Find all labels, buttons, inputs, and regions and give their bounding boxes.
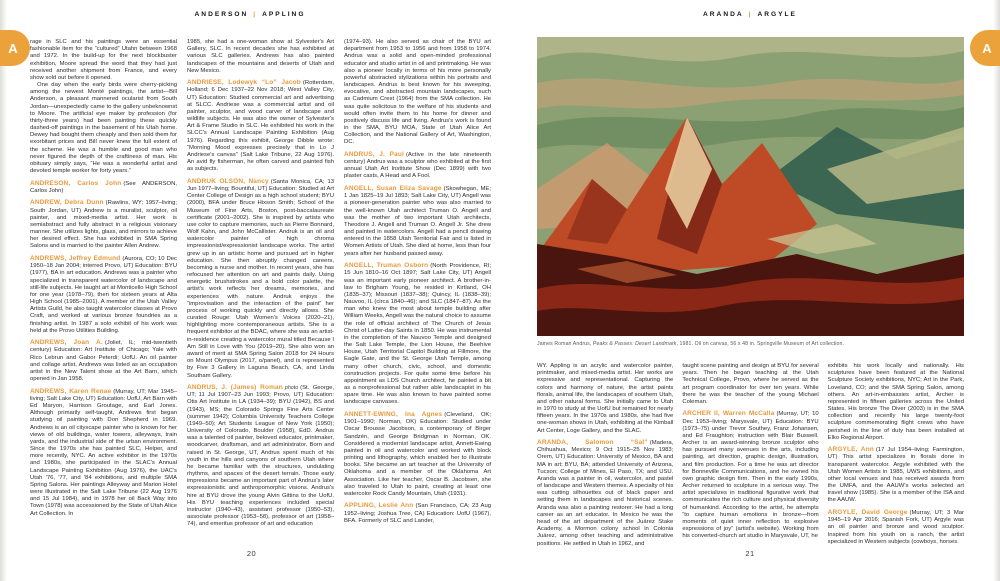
entry-text: (Murray, UT; 3 Mar 1945–19 Apr 2016; Spanish Fork, UT) Argyle was an oil painter and bronze and wood sculptor. Inspired from his youth on a ranch, the artist specialized in Western subjects (cowboys, horses. (827, 510, 964, 545)
artist-entry (344, 502, 491, 525)
entry-name: ARGYLE, Ann (827, 446, 874, 454)
text-column (537, 363, 673, 576)
paragraph-text: rage in SLC and his paintings were an essential fashionable item for the “cultured” Utahn between 1968 and 1972. In the build-up for the next blockbuster exhibition, Moore spread the word that they had just received another shipment from France, and every show sold out before it opened. (30, 39, 177, 81)
painting-caption (537, 341, 964, 347)
entry-name: ANDREWS, Karen Renae (30, 387, 112, 395)
text-column (344, 39, 491, 563)
entry-text: (Aurora, CO; 10 Dec 1950–18 Jan 2004; interred Provo, UT) Education: BYU (1977), BA in art education. Andrews was a painter who specialized in transparent watercolor of landscape and still-life subjects. He taught art at Monticello High School for one year (1978–79), then for sixteen years at Alta High School (1985–2001). A member of the Utah Valley Artists Guild, he also taught watercolor classes at Provo Craft, and worked at various bronze foundries as a finishing artist. In 1987 a solo exhibit of his work was held at the Provo Utilities Building. (30, 255, 177, 334)
entry-name: ANGELL, Susan Eliza Savage (344, 185, 442, 193)
entry-text: (Cleveland, OK; 1901–1990; Norman, OK) Education: Studied under Oscar Brousse Jacobson, a contemporary of Birger Sandzén, and George Bridgman in Norman, OK. Considered a modernist landscape artist, Annett-Ewing painted in oil and watercolor and worked with block printing and lithography, which enabled her to illustrate books. She became an art teacher at the University of Oklahoma and a member of the Oklahoma Art Association. Like her teacher, Oscar B. Jacobsen, she also traveled to Utah to paint, creating at least one watercolor Rock Candy Mountain, Utah (1931). (344, 411, 491, 497)
artist-entry (344, 151, 491, 181)
entry-text: (St. George, UT; 11 Jul 1907–23 Jun 1993; Provo, UT) Education: Otis Art Institute in LA (1934–39); BYU (1942), BS and (1943), MS; the Colorado Springs Fine Arts Center (summer 1942); Columbia University Teachers College (1949–50); Art Students League of New York (1950); University of Colorado, Boulder (1958), EdD. Andrus was a talented oil painter, beloved educator, printmaker, woodcarver, draftsman, and art administrator. Born and raised in St. George, UT, Andrus spent much of his youth in the hills and canyons of southern Utah where he became familiar with the structures, undulating rhythms, and spaces of the desert terrain. Those early impressions became an important part of Andrus's later expressionistic and anthropomorphic visions. Andrus's hire at BYU drove the young Alvin Gittins to the UofU. His BYU teaching experiences included special instructor (1940–43), assistant professor (1950–53), associate professor (1953–58), professor of art (1958–74), and emeritus professor of art and education (187, 385, 334, 528)
abstract-mountain-painting (537, 37, 964, 336)
artist-entry (30, 339, 177, 383)
caption-details: , 1981. Oil on canvas, 56 x 48 in. Springville Museum of Art collection. (676, 341, 844, 347)
artist-entry (344, 411, 491, 498)
entry-text: (Murray, UT; 10 Dec 1953–living; Marysvale, UT) Education: BYU (1973–75) under Trevor Southey, Franz Johansen, and Ed Fraughton; instruction with Blair Buswell. Archer is an award-winning bronze sculptor who has pursued many avenues in the arts, including painting, art direction, graphic design, illustration, and film production. For a time he was art director for Bonneville Communications, and he owned his own graphic design firm. Then in the early 1990s, Archer returned to sculpture in a serious way. The artist specializes in traditional figurative work that communicates the rich culture and physical diversity of humankind. According to the artist, he attempts “to capture human emotions in bronze—from moments of quiet inner reflection to explosive expressions of joy” (artist's website). Working from his converted-church art studio in Marysvale, UT, he (682, 411, 819, 540)
entry-text: (North Providence, RI; 15 Jun 1810–16 Oct 1897; Salt Lake City, UT) Angell was an important early pioneer architect. A brother-in-law to Brigham Young, he resided in Kirtland, OH (1835–37); Missouri (1837–38); Quincy, IL (1838–39); Nauvoo, IL (circa 1840–46); and SLC (1847–87). As the man who knew the most about temple building after William Weeks, Angell was the natural choice to assume the role of official architect of The Church of Jesus Christ of Latter-day Saints in 1850. He was instrumental in the completion of the Nauvoo Temple and designed the Salt Lake Temple, the Lion House, the Beehive House, Utah Territorial Capitol Building at Fillmore, the Eagle Gate, and the St. George Utah Temple, among many other church, civic, school, and domestic construction projects. For quite some time before his appointment as LDS Church architect, he painted a bit as a nonprofessional but rather able landscapist in his spare time. He was also known to have painted some landscape canvases. (344, 263, 491, 406)
running-head-left-second: APPLING (262, 11, 306, 18)
entry-name: ANDRUK OLSON, Nancy (187, 177, 269, 185)
entry-name: ANDRUS, J. (James) Roman (187, 384, 283, 392)
page-edge-right (993, 0, 1000, 581)
entry-name: ANDRUS, J. Paul (344, 150, 404, 158)
caption-artist: James Roman Andrus, (537, 341, 593, 347)
entry-text: (Rawlins, WY; 1957–living; South Jordan, UT) Andrew is a muralist, sculptor, oil painter, and mixed-media artist. Her work is semiabstract and fully abstract in a religious visionary manner. She utilizes lights, glass, and mirrors to achieve her desired effect. She has exhibited in SMA Spring Salons and is married to the painter Allen Andrew. (30, 200, 177, 250)
artist-entry (30, 388, 177, 518)
entry-name: ARCHER II, Warren McCalla (682, 410, 775, 418)
entry-name: ARGYLE, David George (827, 509, 908, 517)
paragraph-text: (1974–93). He also served as chair of the BYU art department from 1953 to 1956 and from 1958 to 1974. Andrus was a solid and open-minded professional educator and studio artist in oil and printmaking. He was also a pioneer locally in terms of his more personally powerful abstracted stylizations within his portraits and landscapes. Andrus is best known for his sweeping, evocative, and abstracted mountain landscapes, such as Cadmium Crest (1964) from the SMA collection. He was quite solicitous to the welfare of his students and would often invite them to his home for dinner and positively discuss life and living. Andrus's work is found in the SMA, BYU MOA, State of Utah Alice Art Collection, and the National Gallery of Art, Washington, DC. (344, 39, 491, 146)
entry-photo-marker: photo (284, 385, 299, 392)
text-column (30, 39, 177, 563)
entry-text: (San Francisco, CA; 23 Aug 1952–living; Joshua Tree, CA) Education: UofU (1967), BFA. Formerly of SLC and Lander, (344, 503, 491, 524)
running-head-left (0, 11, 500, 18)
body-paragraph (30, 39, 177, 82)
entry-text: (Madera, Chihuahua, Mexico; 9 Oct 1915–25 Nov 1983; Orem, UT) Education: University of Mexico, BA and MA in art; BYU, BA; attended University of Arizona, Tucson; College of Mines, El Paso, TX; and USU. Aranda was a painter in oil, watercolor, and pastel of landscape and Western themes. A specialty of his was cutting silhouettes out of black paper and setting them in landscapes and historical scenes. Aranda was also a painting restorer. He had a long career as an art educator. In Mexico he was the head of the art department of the Juárez Stake Academy, a Mormon colony school in Colonia Juárez, among other teaching and administrative positions. He settled in Utah in 1962, and (537, 440, 674, 547)
artist-entry (537, 439, 673, 548)
text-column (828, 363, 964, 576)
alphabet-tab-right (970, 30, 1000, 66)
page-edge-left (0, 0, 7, 581)
entry-text: (Rotterdam, Holland; 6 Dec 1937–22 Nov 2018; West Valley City, UT) Education: Studied commercial art and advertising at SLCC. Andriese was a commercial artist and oil painter, sculptor, and wood carver of landscape and wildlife subjects. He was also the owner of Sylvester's Art & Frame Studio in SLC. He exhibited his work in the SLCC's Annual Landscape Painting Exhibition (Aug 1976). Regarding this exhibit, George Dibble wrote: “Morning Mood expresses precisely that in Lo J Andriese's canvas” (Salt Lake Tribune, 22 Aug 1976). An avid fly fisherman, he often carved and painted fish as subjects. (187, 80, 334, 173)
running-head-right (500, 11, 1000, 18)
body-paragraph (537, 363, 673, 435)
page-number-right: 21 (745, 549, 755, 558)
entry-name: ANDREW, Debra Dunn (30, 199, 104, 207)
artist-entry (187, 178, 334, 380)
artist-entry (828, 509, 964, 546)
alphabet-tab-letter: A (8, 40, 18, 56)
paragraph-text: 1985, she had a one-woman show at Sylvester's Art Gallery, SLC. In recent decades she has exhibited at various SLC galleries. Andrews has also painted landscapes of the mountains and deserts of Utah and New Mexico. (187, 39, 334, 74)
entry-name: ANGELL, Truman Osborn (344, 262, 429, 270)
artist-entry (30, 199, 177, 250)
right-page-columns (537, 363, 964, 576)
artist-entry (187, 79, 334, 173)
entry-name: ANDREWS, Joan A. (30, 339, 103, 347)
painting-image (537, 37, 964, 336)
artist-entry (30, 255, 177, 335)
entry-name: APPLING, Leslie Ann (344, 502, 414, 510)
entry-name: ANNETT-EWING, Ina Agnes (344, 410, 443, 418)
entry-text: (Skowhegan, ME; 1 Jan 1825–19 Jul 1893; Salt Lake City, UT) Angell was a pioneer-generation painter who was also married to the well-known Utah architect Truman O. Angell and was the mother of two important Utah architects, Theodore J. Angell and Truman O. Angell Jr. She drew and painted in watercolors. Angell had a pencil drawing entered in the 1858 Utah Territorial Fair and is listed in Women Artists of Utah. She died at home, less than four years after her husband passed away. (344, 186, 491, 257)
artist-entry (828, 446, 964, 504)
body-paragraph (828, 363, 964, 442)
body-paragraph (682, 363, 818, 406)
entry-text: (Santa Monica, CA; 13 Jun 1977–living; Bountiful, UT) Education: Studied at Art Center College of Design as a high school student; BYU (2000), BFA under Bruce Hixson Smith; School of the Museum of Fine Arts, Boston, post-baccalaureate certificate (2001–2002). She is inspired by artists who use color to capture memories, such as Pierre Bonnard, Wolf Kahn, and John McCallister. Andruk is an oil and watercolor painter of high chroma impressionist/expressionist landscape works. The artist grew up in an artistic home and pursued art in higher education. She then abruptly changed careers, becoming a nurse and mother. In recent years, she has refocused her attention on art and paints daily. Using energetic brushstrokes and a bold color palette, the artist's work reflects her dreams, memories, and experiences with nature. Andruk enjoys the “improvisation and the interaction of the paint” her process of working quickly and directly allows. She curated Rouge: Utah Women's Voices (2020–21), highlighting more contemporaneous artists. She is a frequent exhibitor at the BDAC, where she was an artist-in-residence creating a watercolor mural titled Because I Am Still in Love with You (2019–20). She also won an award of merit at SMA Spring Salon 2018 for 24 Hours on Mount Olympus (2017, o/panel), and is represented by Five 3 Gallery in Laguna Beach, CA, and Linda Southam Gallery. (187, 178, 334, 379)
caption-title: Peaks & Passes: Desert Landmark (592, 341, 677, 347)
entry-name: ARANDA, Salomon “Sal” (537, 439, 648, 447)
running-head-right-second: ARGYLE (757, 11, 797, 18)
body-paragraph (187, 39, 334, 75)
artist-entry (682, 410, 818, 540)
body-paragraph (344, 39, 491, 147)
entry-text: (Joliet, IL; mid-twentieth century) Education: Art Institute of Chicago; Yale with Rico Lebrun and Gabor Peterdi; UofU. An oil painter and collage artist, Andrews was listed as an occupation artist in the New Talent show at the Art Barn, which opened in Jan 1958. (30, 340, 177, 383)
running-head-right-first: ARANDA (703, 11, 744, 18)
paragraph-text: taught scene painting and design at BYU for several years. Then he began teaching at the Utah Technical College, Provo, where he served as the art program coordinator for over ten years. While there he was the teacher of the young Michael Coleman. (682, 363, 819, 405)
alphabet-tab-left (0, 30, 30, 66)
text-column (187, 39, 334, 563)
entry-name: ANDRESON, Carlos John (30, 179, 122, 187)
page-number-left: 20 (246, 549, 257, 558)
paragraph-text: exhibits his work locally and nationally. His sculptures have been featured at the National Sculpture Society exhibitions, NYC; Art in the Park, Loveland, CO; and the SMA Spring Salon, among others. An art-in-embassies artist, Archer is represented in fifteen galleries across the United States. His bronze The Diver (2003) is in the SMA collection and recently his large twenty-foot sculpture commemorating flight crews who have perished in the line of duty has been installed at Elko Regional Airport. (827, 363, 964, 441)
entry-text: (Active in the late nineteenth century) Andrus was a sculptor who exhibited at the first annual Utah Art Institute Show (Dec 1899) with two plaster casts, A Head and A Fool. (344, 151, 491, 180)
running-head-divider: | (748, 11, 753, 18)
entry-name: ANDREWS, Jeffrey Edmund (30, 254, 121, 262)
entry-text: (Murray, UT; Mar 1945–living; Salt Lake City, UT) Education: UofU, Art Barn with Ed Maryon, Harrison Groutage, and Earl Jones. Although primarily self-taught, Andrews first began studying oil painting with Don Shepherd in 1969. Andrews is an oil cityscape painter who is known for her views of old buildings, water towers, alleyways, train yards, and the industrial side of the urban environment. Since the 1970s she has painted SLC, Helper, and more recently, NYC. An active exhibitor in the 1970s and 1980s, she participated in the SLAC's Annual Landscape Painting Exhibition (Aug 1976), the UAC's Utah '76, '77, and '84 exhibitions, and multiple SMA Spring Salons. Her paintings Alleyway and Marion Hotel were illustrated in the Salt Lake Tribune (22 Aug 1976 and 15 Jul 1984), and in 1978 her oil Back Way into Town (1978) was accessioned by the State of Utah Alice Art Collection. In (30, 388, 177, 517)
paragraph-text: WY. Appling is an acrylic and watercolor painter, printmaker, and mixed-media artist. Her works are expressive and representational. Capturing the colors and harmony of nature, the artist paints florals, animal life, the landscapes of southern Utah, and other natural forms. She initially came to Utah in 1970 to study at the UofU but remained for nearly fifteen years. In the 1970s and 1980s, she had five one-woman shows in Utah, exhibiting at the Kimball Art Center, Loge Gallery, and the SLAC. (537, 363, 674, 434)
left-page-columns (30, 39, 491, 563)
artist-entry (30, 180, 177, 195)
artist-entry (344, 185, 491, 258)
entry-text: (17 Jul 1954–living; Farmington, UT) This artist specializes in florals done in transparent watercolor. Argyle exhibited with the Utah Women Artists in 1985, UWS exhibitions, and other local venues and has received awards from the UMFA, and the AAUW's works selected art travel show (1985). She is a member of the ISA and the AAUW. (827, 447, 964, 504)
entry-name: ANDRIESE, Lodewyk “Lo” Jacob (187, 79, 301, 87)
artist-entry (187, 384, 334, 528)
paragraph-text: One day when the early birds were cherry-picking among the newest Monté paintings, the artist—Bill Anderson, a pleasant mannered ocularist from South Jordan—unexpectedly came to the gallery unbeknownst to Moore. The artificial eye maker by profession (for thirty-three years) had been painting these quickly dashed-off paintings in the basement of his Utah home. Dewey had bought them cheaply and then sold them for exorbitant prices and Bill never knew the full extent of the scheme. He was a humble and good man who never figured the depth of the craftiness of man. His obituary simply says, “He was a wonderful artist and devoted temple worker for forty years.” (30, 82, 177, 175)
entry-text: (See ANDERSON, Carlos John) (30, 180, 177, 194)
body-paragraph (30, 82, 177, 175)
artist-entry (344, 262, 491, 406)
running-head-divider: | (253, 11, 258, 18)
alphabet-tab-letter: A (982, 40, 992, 56)
running-head-left-first: ANDERSON (194, 11, 249, 18)
text-column (682, 363, 818, 576)
